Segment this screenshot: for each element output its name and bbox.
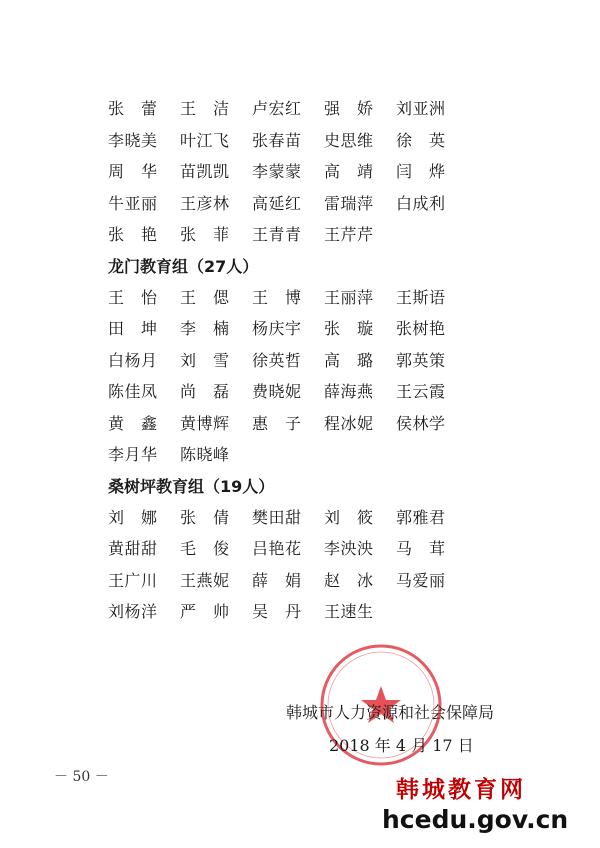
name-row bbox=[108, 407, 528, 439]
name-row bbox=[108, 595, 528, 627]
person-name: 毛 俊 bbox=[180, 539, 230, 559]
person-name: 陈晓峰 bbox=[180, 445, 230, 465]
page-number: － 50 － bbox=[54, 769, 109, 785]
person-name: 苗凯凯 bbox=[180, 162, 230, 182]
name-row bbox=[108, 92, 528, 124]
names-block bbox=[108, 92, 528, 627]
person-name: 张 璇 bbox=[324, 319, 374, 339]
person-name: 吕艳花 bbox=[252, 539, 302, 559]
person-name: 高 璐 bbox=[324, 350, 374, 370]
person-name: 尚 磊 bbox=[180, 382, 230, 402]
person-name: 张 倩 bbox=[180, 507, 230, 527]
person-name: 李 楠 bbox=[180, 319, 230, 339]
name-row bbox=[108, 281, 528, 313]
person-name: 吴 丹 bbox=[252, 602, 302, 622]
person-name: 费晓妮 bbox=[252, 382, 302, 402]
person-name: 刘 雪 bbox=[180, 350, 230, 370]
person-name: 王 偲 bbox=[180, 287, 230, 307]
person-name: 叶江飞 bbox=[180, 130, 230, 150]
watermark-site-name: 韩城教育网 bbox=[396, 777, 526, 803]
person-name: 马爱丽 bbox=[396, 570, 446, 590]
person-name: 李蒙蒙 bbox=[252, 162, 302, 182]
name-row bbox=[108, 375, 528, 407]
person-name: 高 靖 bbox=[324, 162, 374, 182]
person-name: 薛 娟 bbox=[252, 570, 302, 590]
person-name: 张 蕾 bbox=[108, 99, 158, 119]
person-name: 刘 娜 bbox=[108, 507, 158, 527]
person-name: 王丽萍 bbox=[324, 287, 374, 307]
person-name: 王彦林 bbox=[180, 193, 230, 213]
person-name: 周 华 bbox=[108, 162, 158, 182]
person-name: 赵 冰 bbox=[324, 570, 374, 590]
person-name: 薛海燕 bbox=[324, 382, 374, 402]
person-name: 侯林学 bbox=[396, 413, 446, 433]
person-name: 牛亚丽 bbox=[108, 193, 158, 213]
name-row bbox=[108, 438, 528, 470]
issuer-name: 韩城市人力资源和社会保障局 bbox=[286, 703, 495, 722]
person-name: 王 博 bbox=[252, 287, 302, 307]
name-row bbox=[108, 344, 528, 376]
name-row bbox=[108, 124, 528, 156]
person-name: 刘 筱 bbox=[324, 507, 374, 527]
name-row bbox=[108, 501, 528, 533]
person-name: 史思维 bbox=[324, 130, 374, 150]
person-name: 张春苗 bbox=[252, 130, 302, 150]
person-name: 樊田甜 bbox=[252, 507, 302, 527]
person-name: 王云霞 bbox=[396, 382, 446, 402]
person-name: 白杨月 bbox=[108, 350, 158, 370]
person-name: 张 菲 bbox=[180, 225, 230, 245]
person-name: 王广川 bbox=[108, 570, 158, 590]
person-name: 雷瑞萍 bbox=[324, 193, 374, 213]
person-name: 杨庆宇 bbox=[252, 319, 302, 339]
person-name: 张 艳 bbox=[108, 225, 158, 245]
person-name: 高延红 bbox=[252, 193, 302, 213]
person-name: 刘杨洋 bbox=[108, 602, 158, 622]
person-name: 黄博辉 bbox=[180, 413, 230, 433]
person-name: 王青青 bbox=[252, 225, 302, 245]
person-name: 王燕妮 bbox=[180, 570, 230, 590]
person-name: 王 怡 bbox=[108, 287, 158, 307]
person-name: 王斯语 bbox=[396, 287, 446, 307]
person-name: 李晓美 bbox=[108, 130, 158, 150]
person-name: 白成利 bbox=[396, 193, 446, 213]
person-name: 陈佳凤 bbox=[108, 382, 158, 402]
person-name: 李泱泱 bbox=[324, 539, 374, 559]
name-row bbox=[108, 218, 528, 250]
person-name: 李月华 bbox=[108, 445, 158, 465]
person-name: 郭雅君 bbox=[396, 507, 446, 527]
person-name: 王芹芹 bbox=[324, 225, 374, 245]
person-name: 徐英哲 bbox=[252, 350, 302, 370]
watermark-url: hcedu.gov.cn bbox=[382, 805, 569, 834]
person-name: 程冰妮 bbox=[324, 413, 374, 433]
group-title: 龙门教育组（27人） bbox=[108, 256, 259, 276]
person-name: 黄 鑫 bbox=[108, 413, 158, 433]
person-name: 刘亚洲 bbox=[396, 99, 446, 119]
person-name: 黄甜甜 bbox=[108, 539, 158, 559]
person-name: 王速生 bbox=[324, 602, 374, 622]
person-name: 严 帅 bbox=[180, 602, 230, 622]
name-row bbox=[108, 155, 528, 187]
continued-name-list bbox=[108, 92, 528, 250]
issue-date: 2018 年 4 月 17 日 bbox=[329, 736, 474, 755]
name-row bbox=[108, 564, 528, 596]
person-name: 惠 子 bbox=[252, 413, 302, 433]
group-title: 桑树坪教育组（19人） bbox=[108, 476, 275, 496]
person-name: 马 茸 bbox=[396, 539, 446, 559]
person-name: 田 坤 bbox=[108, 319, 158, 339]
person-name: 徐 英 bbox=[396, 130, 446, 150]
group-name-list bbox=[108, 281, 528, 470]
name-row bbox=[108, 312, 528, 344]
name-row bbox=[108, 532, 528, 564]
person-name: 闫 烨 bbox=[396, 162, 446, 182]
person-name: 强 娇 bbox=[324, 99, 374, 119]
person-name: 张树艳 bbox=[396, 319, 446, 339]
group-list bbox=[108, 250, 528, 627]
person-name: 卢宏红 bbox=[252, 99, 302, 119]
person-name: 王 洁 bbox=[180, 99, 230, 119]
group-name-list bbox=[108, 501, 528, 627]
name-row bbox=[108, 187, 528, 219]
person-name: 郭英策 bbox=[396, 350, 446, 370]
